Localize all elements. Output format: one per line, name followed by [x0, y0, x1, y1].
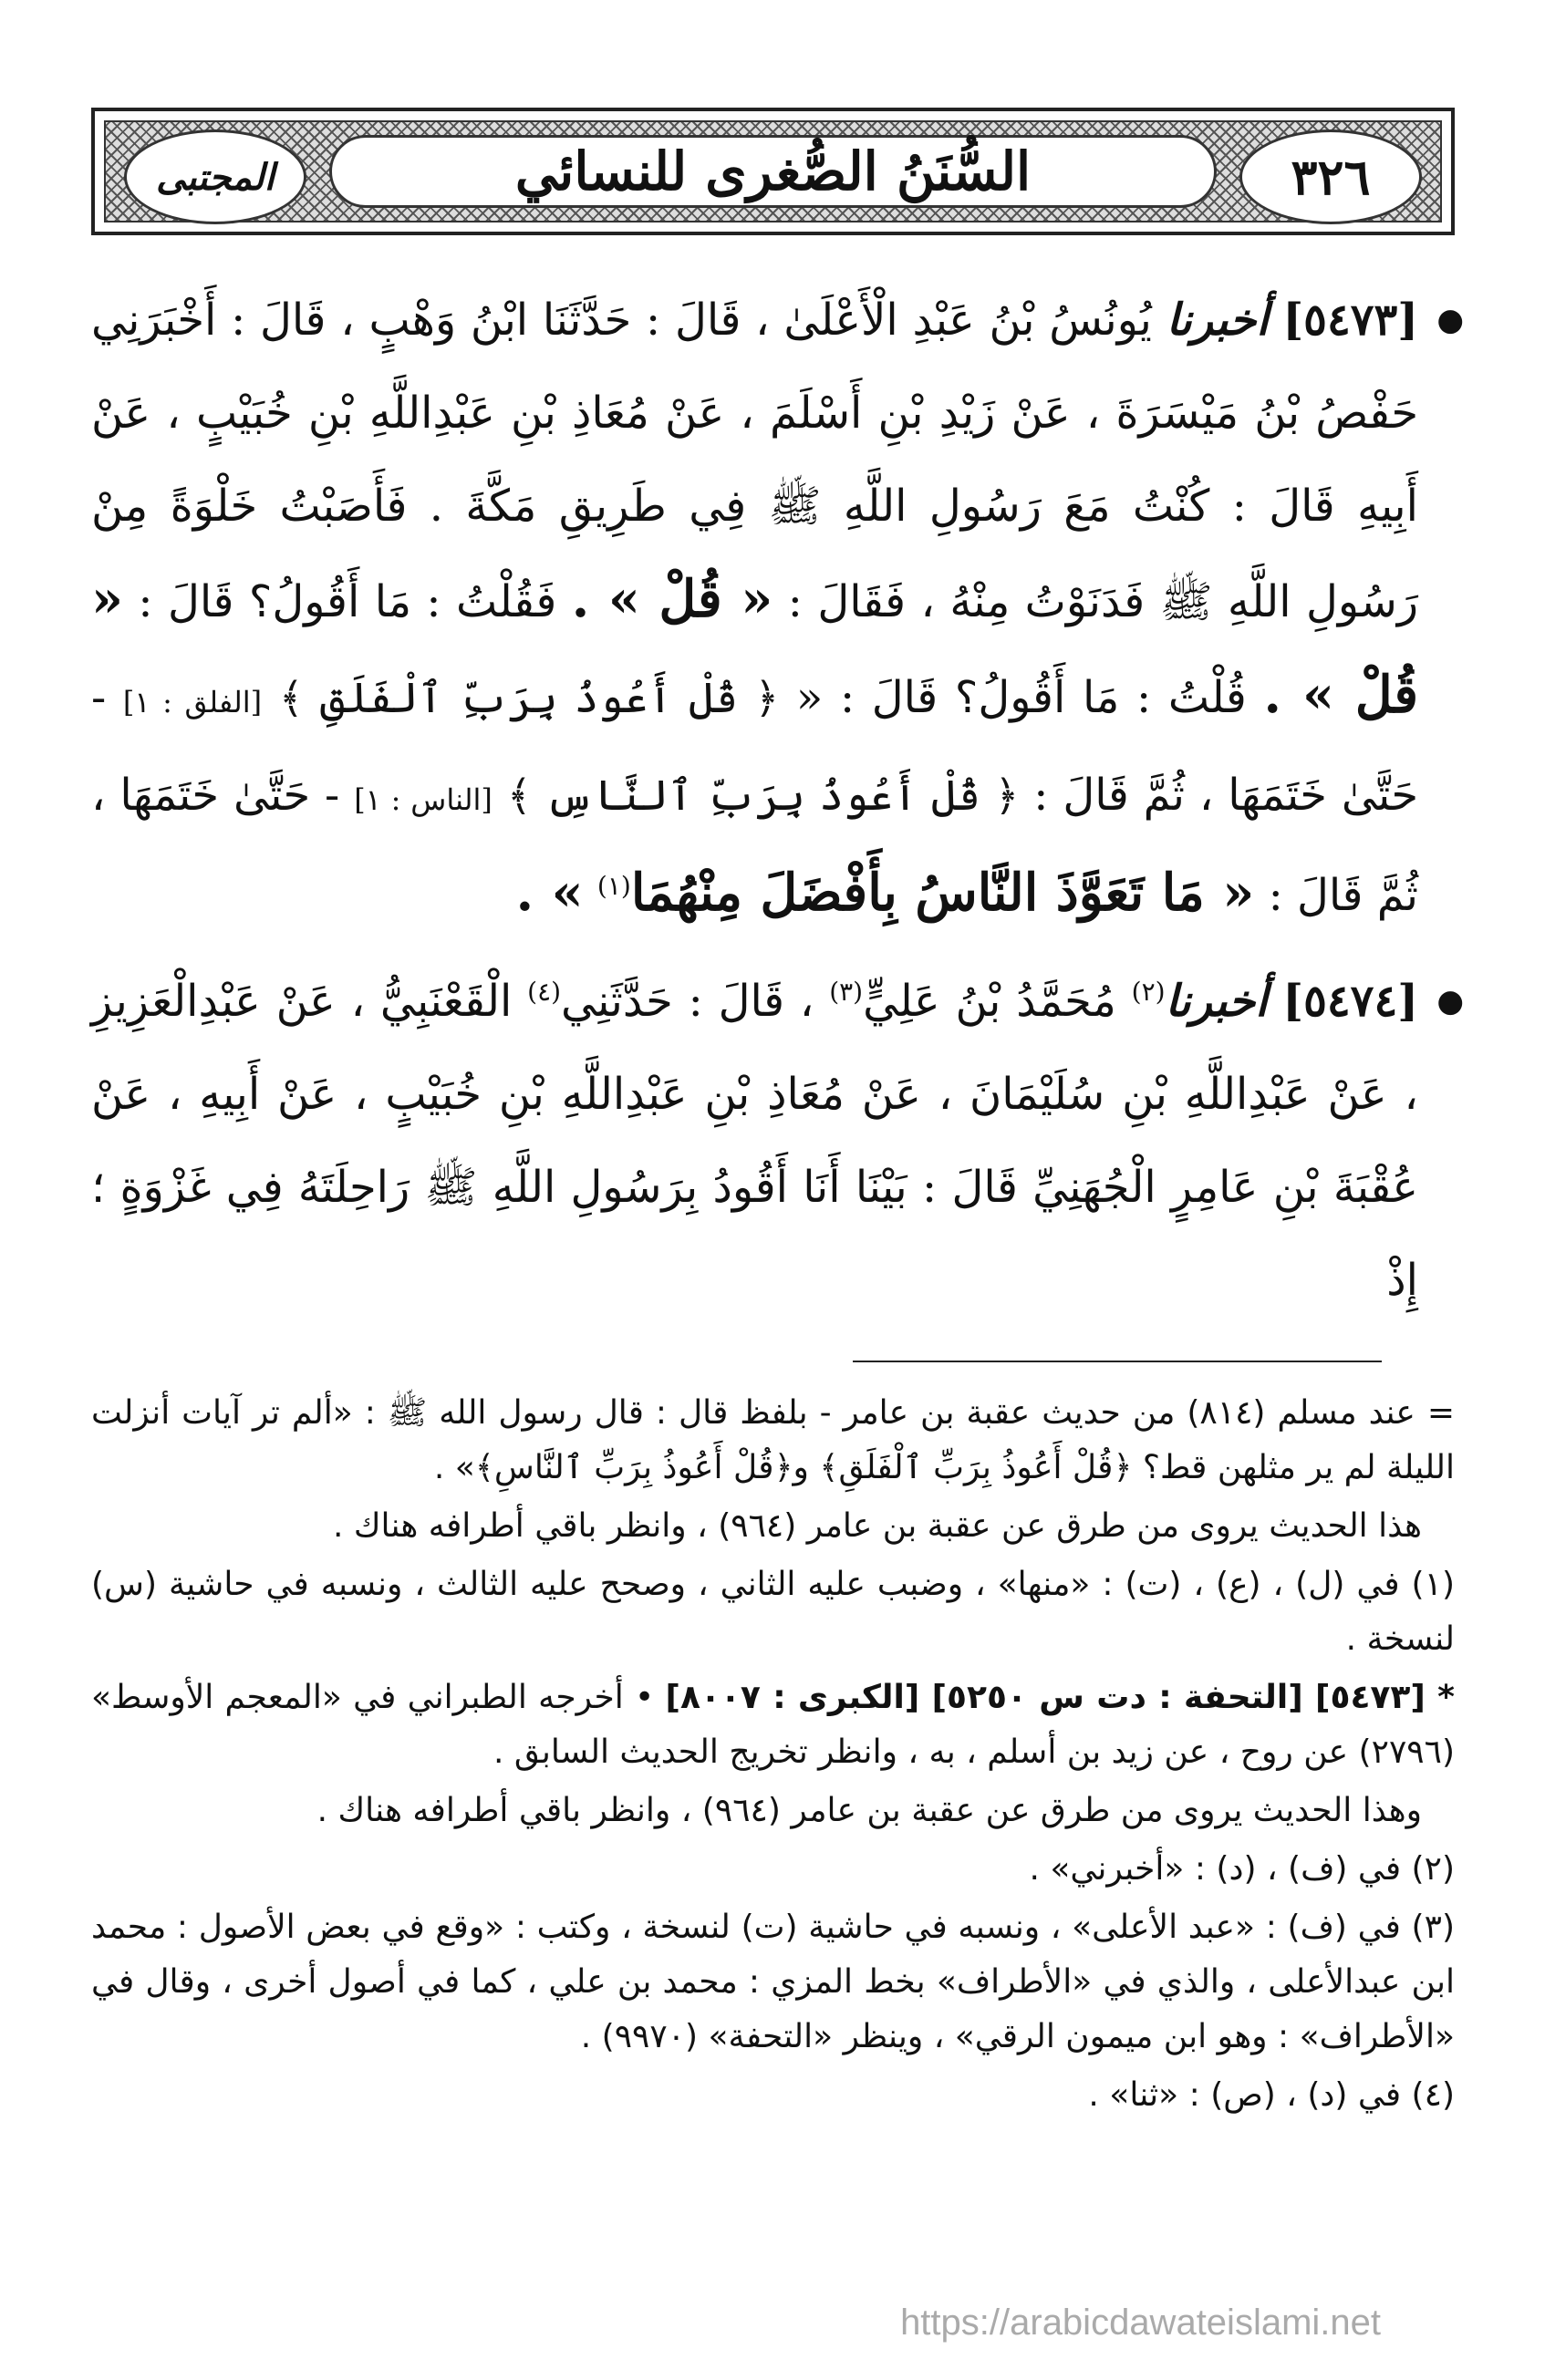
surah-reference: [الفلق : ١]	[122, 685, 263, 719]
takhrij-5473	[91, 1671, 1455, 1780]
footnote-3: (٣) في (ف) : «عبد الأعلى» ، ونسبه في حاشية (ت) لنسخة ، وكتب : «وقع في بعض الأصول : محمد ابن عبدالأعلى ، والذي في «الأطراف» بخط المزي : محمد بن علي ، كما في أصول أخرى ، وقال في «الأطراف» : وهو ابن ميمون الرقي» ، وينظر «التحفة» (٩٩٧٠) .	[91, 1909, 1455, 2055]
watermark-url: https://arabicdawateislami.net	[900, 2302, 1381, 2343]
prophet-speech: « مَا تَعَوَّذَ النَّاسُ بِأَفْضَلَ مِنْهُمَا	[630, 863, 1255, 923]
isnad-text: يُونُسُ بْنُ عَبْدِ الْأَعْلَىٰ ، قَالَ : حَدَّثَنَا ابْنُ وَهْبٍ ، قَالَ : أَخْبَرَنِي حَفْصُ بْنُ مَيْسَرَةَ ، عَنْ زَيْدِ بْنِ أَسْلَمَ ، عَنْ مُعَاذِ بْنِ عَبْدِاللَّهِ بْنِ خُبَيْبٍ ، عَنْ أَبِيهِ قَالَ : كُنْتُ مَعَ رَسُولِ اللَّهِ ﷺ فِي طَرِيقِ مَكَّةَ . فَأَصَبْتُ خَلْوَةً مِنْ رَسُولِ اللَّهِ ﷺ فَدَنَوْتُ مِنْهُ ، فَقَالَ :	[91, 295, 1419, 627]
series-name: المجتبى	[156, 155, 275, 199]
footnote-1: (١) في (ل) ، (ع) ، (ت) : «منها» ، وضبب عليه الثاني ، وصحح عليه الثالث ، ونسبه في حاشية (س) لنسخة .	[91, 1566, 1455, 1658]
header-ornament	[104, 120, 1442, 222]
footnote-continuation: هذا الحديث يروى من طرق عن عقبة بن عامر (٩٦٤) ، وانظر باقي أطرافه هناك .	[332, 1507, 1422, 1545]
prophet-speech: « قُلْ » .	[571, 569, 773, 629]
takhrij-text: • أخرجه الطبراني في «المعجم الأوسط» (٢٧٩٦) عن روح ، عن زيد بن أسلم ، به ، وانظر تخريج الحديث السابق .	[91, 1679, 1455, 1771]
title-cartouche	[329, 135, 1217, 208]
isnad-text: ، قَالَ : حَدَّثَنِي	[561, 976, 814, 1027]
bullet-icon: ●	[1436, 983, 1464, 1019]
footnote-marker[interactable]: (٣)	[829, 977, 864, 1007]
surah-reference: [الناس : ١]	[354, 782, 493, 817]
akhbarana-word: أخبرنا	[1166, 295, 1269, 346]
footnotes	[91, 1386, 1455, 2126]
hadith-5473	[91, 274, 1464, 942]
hadith-text: قُلْتُ : مَا أَقُولُ؟ قَالَ : «	[795, 672, 1247, 723]
hadith-text: فَقُلْتُ : مَا أَقُولُ؟ قَالَ :	[138, 576, 557, 627]
prophet-speech: « قُلْ » .	[91, 569, 1419, 725]
footnote-continuation: = عند مسلم (٨١٤) من حديث عقبة بن عامر - بلفظ قال : قال رسول الله ﷺ : «ألم تر آيات أنزلت الليلة لم ير مثلهن قط؟ ﴿قُلْ أَعُوذُ بِرَبِّ ٱلْفَلَقِ﴾ و﴿قُلْ أَعُوذُ بِرَبِّ ٱلنَّاسِ﴾» .	[91, 1394, 1456, 1486]
takhrij-heading: * [٥٤٧٣] [التحفة : دت س ٥٢٥٠] [الكبرى : ٨٠٠٧]	[665, 1679, 1455, 1716]
page-number-medallion	[1239, 129, 1422, 224]
footnote-4: (٤) في (د) ، (ص) : «ثنا» .	[1088, 2076, 1455, 2114]
isnad-text: مُحَمَّدُ بْنُ عَلِيٍّ	[863, 976, 1116, 1027]
quran-verse: ﴿ قُلْ أَعُوذُ بِرَبِّ ٱلْفَلَقِ ﴾	[278, 673, 780, 722]
footnote-separator	[853, 1361, 1382, 1362]
hadith-5474	[91, 955, 1464, 1327]
quran-verse: ﴿ قُلْ أَعُوذُ بِرَبِّ ٱلنَّاسِ ﴾	[506, 771, 1020, 820]
footnote-marker[interactable]: (٢)	[1131, 977, 1166, 1007]
takhrij-continuation: وهذا الحديث يروى من طرق عن عقبة بن عامر (٩٦٤) ، وانظر باقي أطرافه هناك .	[316, 1792, 1422, 1829]
book-title: السُّنَنُ الصُّغرى للنسائي	[514, 140, 1032, 202]
hadith-number: [٥٤٧٣]	[1282, 295, 1419, 346]
page-number: ٣٢٦	[1291, 148, 1371, 206]
footnote-marker[interactable]: (١)	[596, 871, 631, 901]
prophet-speech-end: » .	[515, 863, 584, 923]
akhbarana-word: أخبرنا	[1165, 976, 1268, 1027]
isnad-text: الْقَعْنَبِيُّ ، عَنْ عَبْدِالْعَزِيزِ ، عَنْ عَبْدِاللَّهِ بْنِ سُلَيْمَانَ ، عَنْ مُعَاذِ بْنِ عَبْدِاللَّهِ بْنِ خُبَيْبٍ ، عَنْ أَبِيهِ ، عَنْ عُقْبَةَ بْنِ عَامِرٍ الْجُهَنِيِّ قَالَ : بَيْنَا أَنَا أَقُودُ بِرَسُولِ اللَّهِ ﷺ رَاحِلَتَهُ فِي غَزْوَةٍ ؛ إِذْ	[91, 976, 1418, 1306]
footnote-marker[interactable]: (٤)	[527, 977, 562, 1007]
bullet-icon: ●	[1436, 302, 1464, 338]
page-header	[91, 108, 1455, 235]
series-medallion	[124, 129, 306, 224]
hadith-text: - حَتَّىٰ خَتَمَهَا ، ثُمَّ قَالَ :	[91, 672, 1419, 821]
hadith-number: [٥٤٧٤]	[1282, 976, 1418, 1027]
footnote-2: (٢) في (ف) ، (د) : «أخبرني» .	[1029, 1850, 1455, 1888]
hadith-text: - حَتَّىٰ خَتَمَهَا ، ثُمَّ قَالَ :	[91, 770, 1418, 921]
main-text	[91, 274, 1464, 1340]
